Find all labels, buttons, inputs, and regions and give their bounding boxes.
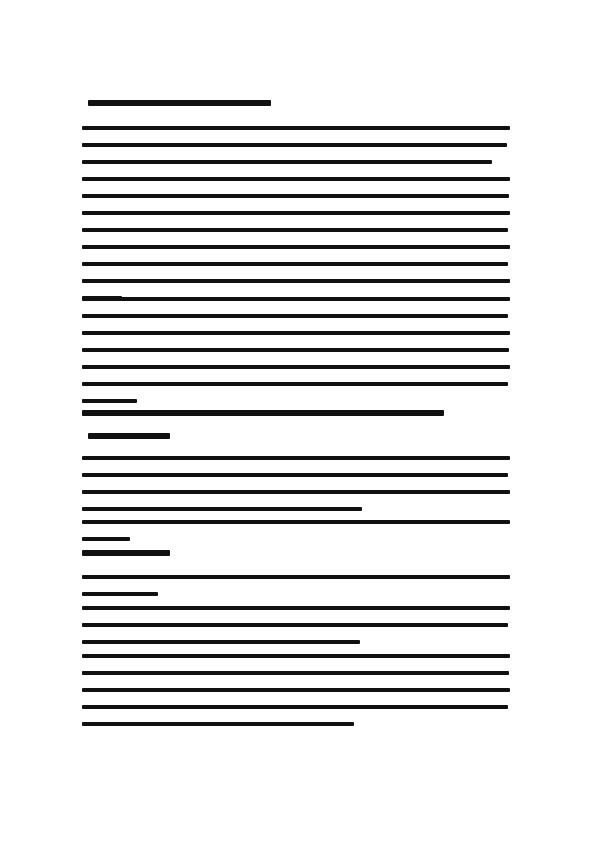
paragraph-3 (82, 456, 510, 511)
paragraph-6 (82, 606, 510, 644)
paragraph-4 (82, 520, 510, 541)
paragraph-5 (82, 575, 510, 596)
subsection-heading-1 (88, 433, 170, 439)
paragraph-2 (82, 297, 510, 403)
section-heading-2 (82, 410, 444, 416)
section-heading-1 (88, 100, 271, 106)
subsection-heading-2 (82, 550, 170, 556)
paragraph-7 (82, 654, 510, 726)
paragraph-1 (82, 126, 510, 300)
